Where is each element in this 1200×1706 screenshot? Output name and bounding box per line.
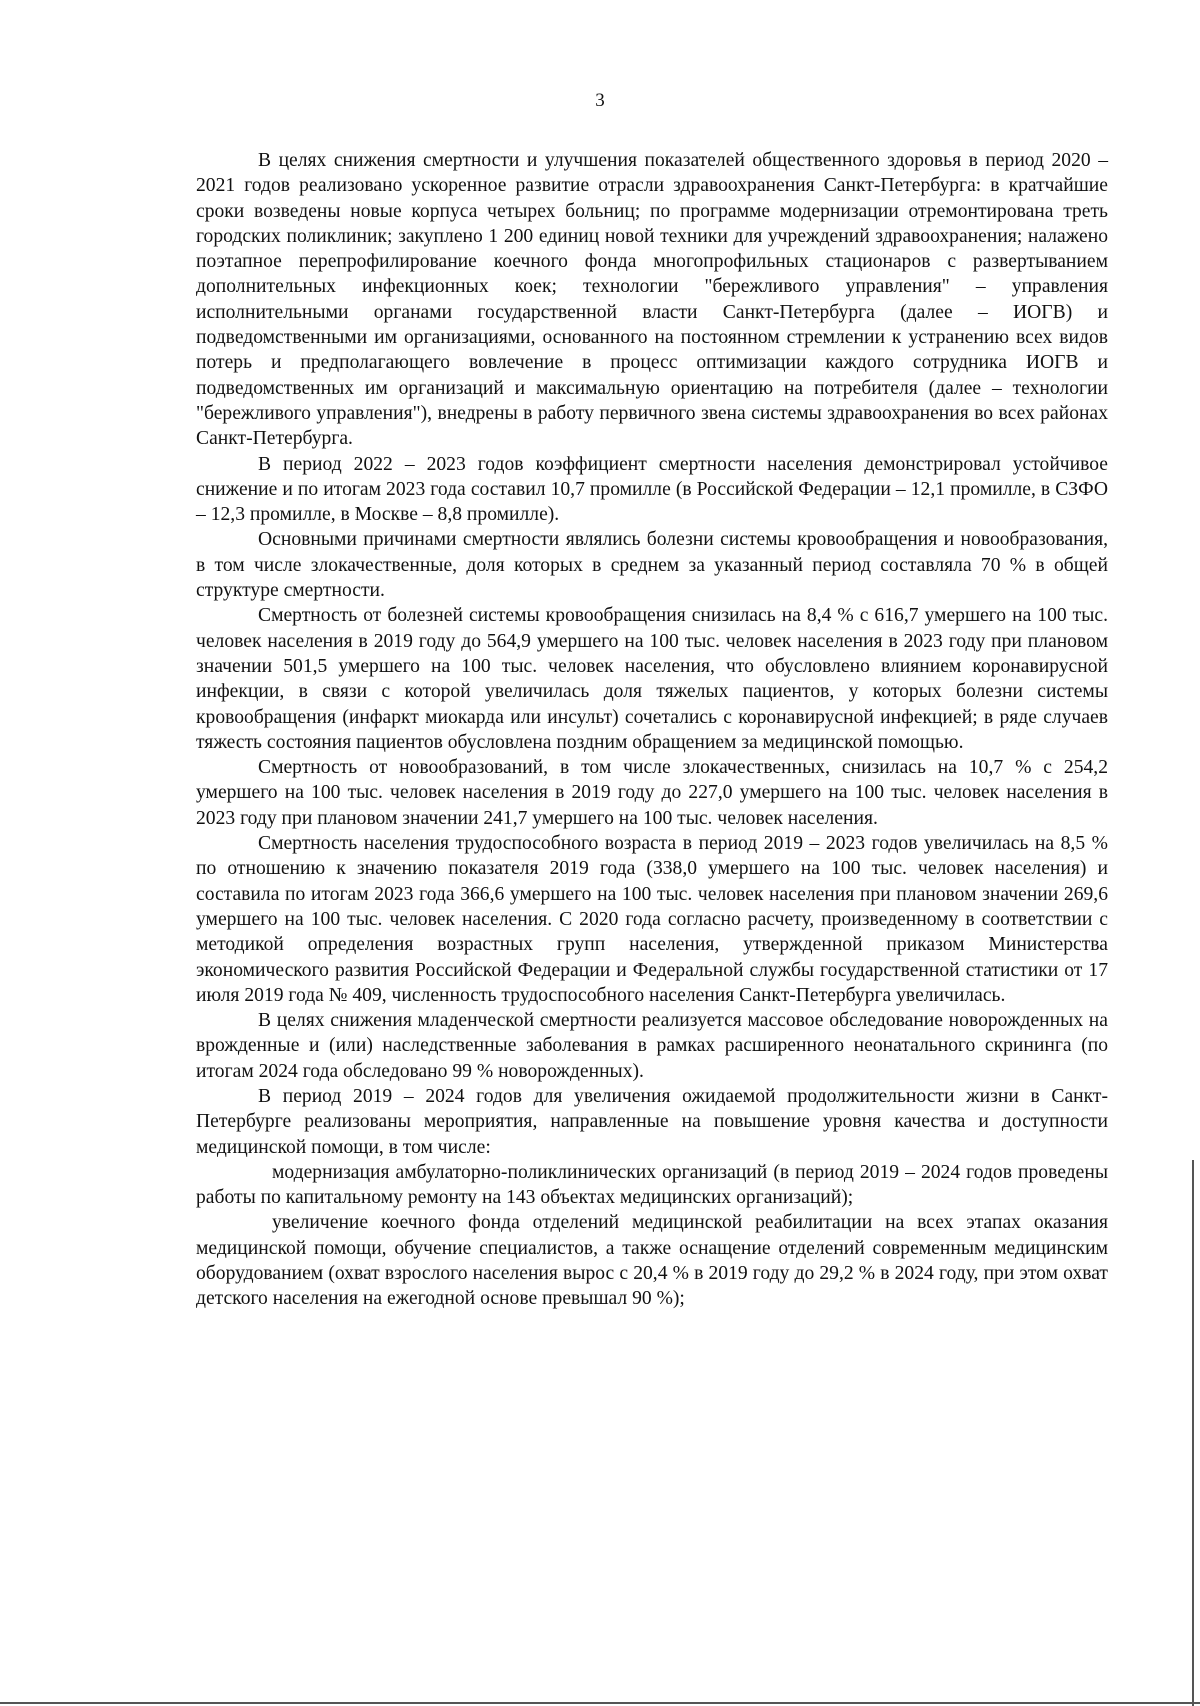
list-item: модернизация амбулаторно-поликлинических организаций (в период 2019 – 2024 годов проведены работы по капитальному ремонту на 143 объектах медицинских организаций); <box>196 1161 1108 1209</box>
list-item: увеличение коечного фонда отделений медицинской реабилитации на всех этапах оказания медицинской помощи, обучение специалистов, а также оснащение отделений современным медицинским оборудованием (охват взрослого населения вырос с 20,4 % в 2019 году до 29,2 % в 2024 году, при этом охват детского населения на ежегодной основе превышал 90 %); <box>196 1212 1108 1310</box>
paragraph: Смертность населения трудоспособного возраста в период 2019 – 2023 годов увеличилась на 8,5 % по отношению к значению показателя 2019 года (338,0 умершего на 100 тыс. человек населения) и составила по итогам 2023 года 366,6 умершего на 100 тыс. человек населения при плановом значении 269,6 умершего на 100 тыс. человек населения. С 2020 года согласно расчету, произведенному в соответствии с методикой определения возрастных групп населения, утвержденной приказом Министерства экономического развития Российской Федерации и Федеральной службы государственной статистики от 17 июля 2019 года № 409, численность трудоспособного населения Санкт-Петербурга увеличилась. <box>196 833 1108 1006</box>
paragraph: В период 2022 – 2023 годов коэффициент смертности населения демонстрировал устойчивое снижение и по итогам 2023 года составил 10,7 промилле (в Российской Федерации – 12,1 промилле, в СЗФО – 12,3 промилле, в Москве – 8,8 промилле). <box>196 453 1108 526</box>
paragraph: В целях снижения смертности и улучшения показателей общественного здоровья в период 2020 – 2021 годов реализовано ускоренное развитие отрасли здравоохранения Санкт-Петербурга: в кратчайшие сроки возведены новые корпуса четырех больниц; по программе модернизации отремонтирована треть городских поликлиник; закуплено 1 200 единиц новой техники для учреждений здравоохранения; налажено поэтапное перепрофилирование коечного фонда многопрофильных стационаров с развертыванием дополнительных инфекционных коек; технологии "бережливого управления" – управления исполнительными органами государственной власти Санкт-Петербурга (далее – ИОГВ) и подведомственными им организациями, основанного на постоянном стремлении к устранению всех видов потерь и предполагающего вовлечение в процесс оптимизации каждого сотрудника ИОГВ и подведомственных им организаций и максимальную ориентацию на потребителя (далее – технологии "бережливого управления"), внедрены в работу первичного звена системы здравоохранения во всех районах Санкт-Петербурга. <box>196 150 1108 450</box>
paragraph: В целях снижения младенческой смертности реализуется массовое обследование новорожденных на врожденные и (или) наследственные заболевания в рамках расширенного неонатального скрининга (по итогам 2024 года обследовано 99 % новорожденных). <box>196 1010 1108 1082</box>
document-body <box>196 148 1108 1312</box>
paragraph: В период 2019 – 2024 годов для увеличения ожидаемой продолжительности жизни в Санкт-Петербурге реализованы мероприятия, направленные на повышение уровня качества и доступности медицинской помощи, в том числе: <box>196 1085 1108 1158</box>
page-number: 3 <box>595 90 605 111</box>
paragraph: Смертность от болезней системы кровообращения снизилась на 8,4 % с 616,7 умершего на 100 тыс. человек населения в 2019 году до 564,9 умершего на 100 тыс. человек населения в 2023 году при плановом значении 501,5 умершего на 100 тыс. человек населения, что обусловлено влиянием коронавирусной инфекции, в связи с которой увеличилась доля тяжелых пациентов, у которых болезни системы кровообращения (инфаркт миокарда или инсульт) сочетались с коронавирусной инфекцией; в ряде случаев тяжесть состояния пациентов обусловлена поздним обращением за медицинской помощью. <box>196 605 1108 753</box>
paragraph: Смертность от новообразований, в том числе злокачественных, снизилась на 10,7 % с 254,2 умершего на 100 тыс. человек населения в 2019 году до 227,0 умершего на 100 тыс. человек населения в 2023 году при плановом значении 241,7 умершего на 100 тыс. человек населения. <box>196 757 1108 829</box>
scan-border-right <box>1192 1160 1194 1706</box>
paragraph: Основными причинами смертности являлись болезни системы кровообращения и новообразования, в том числе злокачественные, доля которых в среднем за указанный период составляла 70 % в общей структуре смертности. <box>196 529 1108 602</box>
scan-border-bottom <box>0 1702 1200 1704</box>
